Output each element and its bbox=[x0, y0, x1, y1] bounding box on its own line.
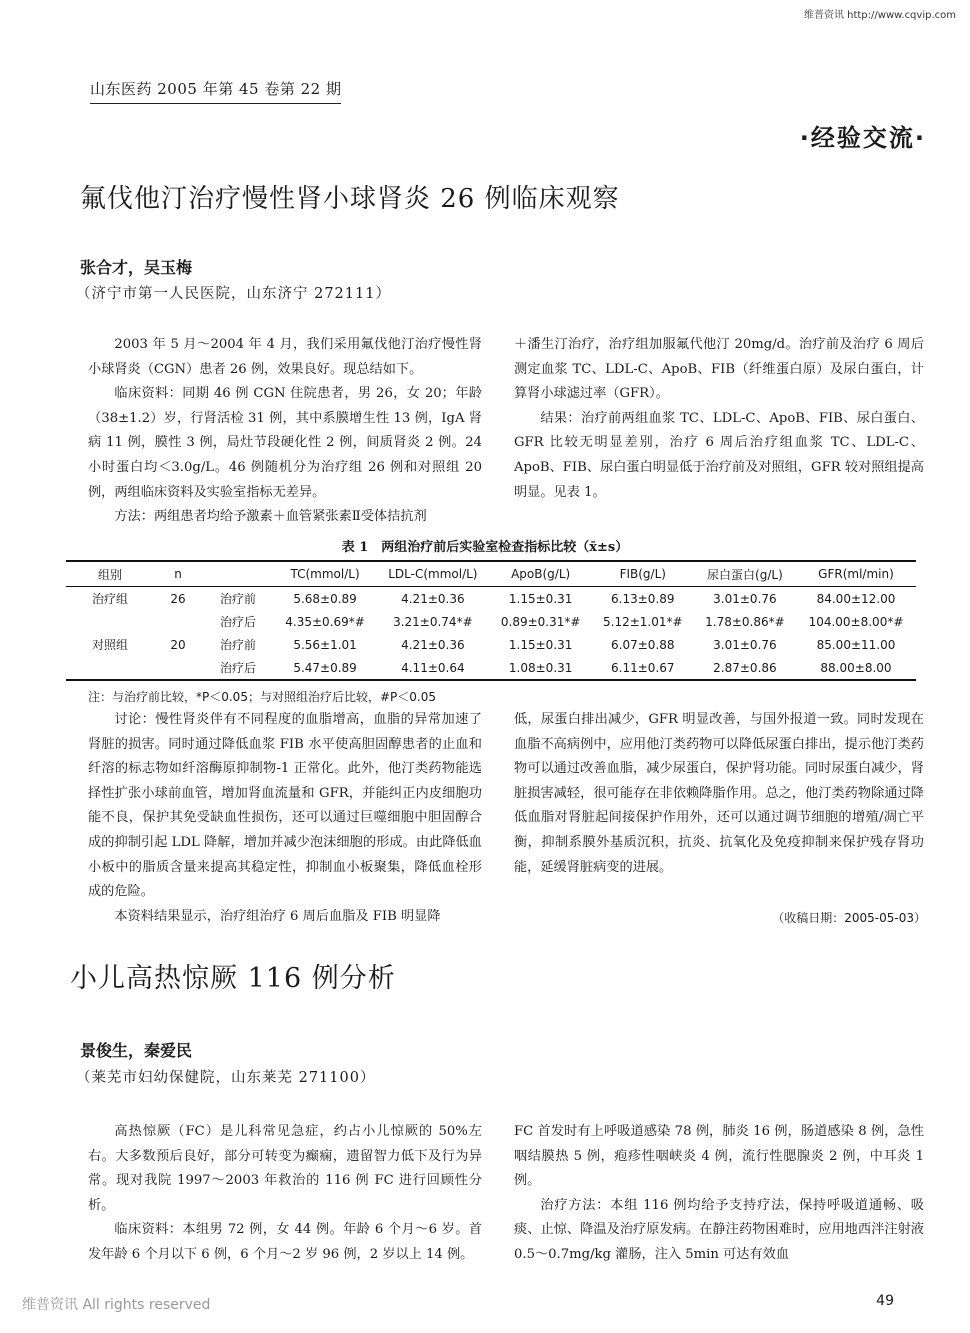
table-cell: 6.13±0.89 bbox=[611, 591, 675, 606]
table-header: LDL-C(mmol/L) bbox=[388, 567, 478, 581]
table-cell: 88.00±8.00 bbox=[820, 660, 892, 675]
table-cell: 104.00±8.00*# bbox=[808, 614, 904, 629]
table-cell: 5.47±0.89 bbox=[293, 660, 357, 675]
paragraph: 2003 年 5 月～2004 年 4 月，我们采用氟伐他汀治疗慢性肾小球肾炎（CGN）患者 26 例，效果良好。现总结如下。 bbox=[88, 337, 482, 377]
paragraph: 本资料结果显示，治疗组治疗 6 周后血脂及 FIB 明显降 bbox=[114, 908, 441, 924]
watermark-bottom: 维普资讯 All rights reserved bbox=[22, 1297, 211, 1313]
paragraph: 方法：两组患者均给予激素＋血管紧张素Ⅱ受体拮抗剂 bbox=[114, 509, 427, 525]
table-cell bbox=[66, 656, 154, 680]
table-row bbox=[66, 656, 916, 680]
table-cell bbox=[66, 610, 154, 633]
table-note: 注：与治疗前比较，*P＜0.05；与对照组治疗后比较，#P＜0.05 bbox=[88, 690, 436, 704]
paragraph: 临床资料：本组男 72 例，女 44 例。年龄 6 个月～6 岁。首发年龄 6 个月以下 6 例，6 个月～2 岁 96 例，2 岁以上 14 例。 bbox=[88, 1222, 482, 1262]
article1-discussion-left bbox=[88, 708, 482, 929]
table-cell: 治疗前 bbox=[219, 592, 256, 606]
watermark-top: 维普资讯 http://www.cqvip.com bbox=[803, 10, 956, 21]
table-cell bbox=[154, 656, 202, 680]
table-cell: 1.15±0.31 bbox=[508, 591, 573, 606]
table-cell: 84.00±12.00 bbox=[816, 591, 896, 606]
paragraph: ＋潘生汀治疗，治疗组加服氟代他汀 20mg/d。治疗前及治疗 6 周后测定血浆 TC、LDL-C、ApoB、FIB（纤维蛋白原）及尿白蛋白，计算肾小球滤过率（GFR）。 bbox=[514, 337, 924, 402]
table-row bbox=[66, 633, 916, 656]
table-header: FIB(g/L) bbox=[619, 567, 666, 581]
article2-authors: 景俊生，秦爱民 bbox=[80, 1041, 193, 1060]
paragraph: 治疗方法：本组 116 例均给予支持疗法，保持呼吸道通畅、吸痰、止惊、降温及治疗原发病。在静注药物困难时，应用地西泮注射液 0.5～0.7mg/kg 灌肠，注入 5min 可达有效血 bbox=[514, 1197, 924, 1262]
table-header: GFR(ml/min) bbox=[818, 567, 894, 581]
table-cell: 治疗前 bbox=[219, 638, 256, 652]
paragraph: 讨论：慢性肾炎伴有不同程度的血脂增高，血脂的异常加速了肾脏的损害。同时通过降低血浆 FIB 水平使高胆固醇患者的止血和纤溶的标志物如纤溶酶原抑制物-1 正常化。此外，他汀类药物能选择性扩张小球前血管，增加肾血流量和 GFR，并能纠正内皮细胞功能不良，保护其免受缺血性损伤，还可以通过巨噬细胞中胆固醇合成的抑制引起 LDL 降解，增加并减少泡沫细胞的形成。由此降低血小板中的脂质含量来提高其稳定性，抑制血小板聚集，降低血栓形成的危险。 bbox=[88, 712, 482, 900]
table-cell: 5.12±1.01*# bbox=[603, 614, 683, 629]
table-cell: 6.07±0.88 bbox=[611, 637, 675, 652]
received-date: （收稿日期：2005-05-03） bbox=[772, 911, 926, 925]
article1-affiliation: （济宁市第一人民医院，山东济宁 272111） bbox=[76, 286, 391, 302]
article1-discussion-right bbox=[514, 708, 924, 880]
article2-right bbox=[514, 1120, 924, 1268]
table-cell: 85.00±11.00 bbox=[816, 637, 896, 652]
article1-authors: 张合才，吴玉梅 bbox=[80, 258, 193, 277]
table-cell: 2.87±0.86 bbox=[713, 660, 777, 675]
table-cell: 4.11±0.64 bbox=[401, 660, 465, 675]
table-header-row bbox=[66, 561, 916, 587]
table-cell bbox=[154, 610, 202, 633]
article2-title: 小儿高热惊厥 116 例分析 bbox=[70, 963, 396, 994]
table-cell: 20 bbox=[170, 637, 186, 652]
table-cell: 4.35±0.69*# bbox=[285, 614, 365, 629]
table-header: 组别 bbox=[97, 567, 122, 582]
page-number: 49 bbox=[876, 1293, 894, 1309]
article2-affiliation: （莱芜市妇幼保健院，山东莱芜 271100） bbox=[76, 1070, 376, 1086]
table-cell: 3.21±0.74*# bbox=[393, 614, 473, 629]
table-header bbox=[202, 561, 274, 587]
table-header: 尿白蛋白(g/L) bbox=[707, 567, 783, 582]
table-row bbox=[66, 610, 916, 633]
paragraph: 高热惊厥（FC）是儿科常见急症，约占小儿惊厥的 50%左右。大多数预后良好，部分可转变为癫痫，遗留智力低下及行为异常。现对我院 1997～2003 年救治的 116 例 FC 进行回顾性分析。 bbox=[88, 1124, 482, 1213]
article1-intro-left bbox=[88, 333, 482, 530]
table-cell: 治疗后 bbox=[219, 615, 256, 629]
results-table bbox=[66, 560, 916, 681]
table-cell: 对照组 bbox=[91, 638, 128, 652]
table-cell: 1.78±0.86*# bbox=[705, 614, 785, 629]
table-cell: 1.08±0.31 bbox=[508, 660, 573, 675]
table-cell: 4.21±0.36 bbox=[401, 637, 465, 652]
table-cell: 26 bbox=[170, 591, 186, 606]
table-header: n bbox=[174, 567, 182, 581]
section-tag: ·经验交流· bbox=[799, 124, 926, 152]
table-row bbox=[66, 587, 916, 611]
paragraph: 结果：治疗前两组血浆 TC、LDL-C、ApoB、FIB、尿白蛋白、GFR 比较无明显差别，治疗 6 周后治疗组血浆 TC、LDL-C、ApoB、FIB、尿白蛋白明显低于治疗前及对照组，GFR 较对照组提高明显。见表 1。 bbox=[514, 410, 924, 500]
paragraph: 临床资料：同期 46 例 CGN 住院患者，男 26，女 20；年龄（38±1.2）岁，行肾活检 31 例，其中系膜增生性 13 例，IgA 肾病 11 例，膜性 3 例，局灶节段硬化性 2 例，间质肾炎 2 例。24 小时蛋白均＜3.0g/L。46 例随机分为治疗组 26 例和对照组 20 例，两组临床资料及实验室指标无差异。 bbox=[88, 386, 482, 500]
table-cell: 6.11±0.67 bbox=[611, 660, 675, 675]
table-cell: 3.01±0.76 bbox=[713, 591, 777, 606]
table-cell: 治疗后 bbox=[219, 661, 256, 675]
article1-intro-right bbox=[514, 333, 924, 505]
journal-header: 山东医药 2005 年第 45 卷第 22 期 bbox=[90, 78, 341, 104]
table-cell: 4.21±0.36 bbox=[401, 591, 465, 606]
article1-title: 氟伐他汀治疗慢性肾小球肾炎 26 例临床观察 bbox=[80, 184, 620, 214]
table-cell: 3.01±0.76 bbox=[713, 637, 777, 652]
paragraph: 低，尿蛋白排出减少，GFR 明显改善，与国外报道一致。同时发现在血脂不高病例中，应用他汀类药物可以降低尿蛋白排出，提示他汀类药物可以通过改善血脂，减少尿蛋白，保护肾功能。同时尿蛋白减少，肾脏损害减轻，很可能存在非依赖降脂作用。总之，他汀类药物除通过降低血脂对肾脏起间接保护作用外，还可以通过调节细胞的增殖/凋亡平衡，抑制系膜外基质沉积，抗炎、抗氧化及免疫抑制来保护残存肾功能，延缓肾脏病变的进展。 bbox=[514, 712, 924, 875]
paragraph: FC 首发时有上呼吸道感染 78 例，肺炎 16 例，肠道感染 8 例，急性咽结膜热 5 例，疱疹性咽峡炎 4 例，流行性腮腺炎 2 例，中耳炎 1 例。 bbox=[514, 1124, 924, 1189]
article2-left bbox=[88, 1120, 482, 1268]
table-cell: 0.89±0.31*# bbox=[500, 614, 581, 629]
table-header: ApoB(g/L) bbox=[511, 567, 571, 581]
table-cell: 5.68±0.89 bbox=[293, 591, 357, 606]
table-cell: 1.15±0.31 bbox=[508, 637, 573, 652]
table-cell: 治疗组 bbox=[91, 592, 128, 606]
table-header: TC(mmol/L) bbox=[290, 567, 360, 581]
table-caption: 表 1 两组治疗前后实验室检查指标比较（x̄±s） bbox=[341, 540, 629, 555]
table-cell: 5.56±1.01 bbox=[293, 637, 357, 652]
